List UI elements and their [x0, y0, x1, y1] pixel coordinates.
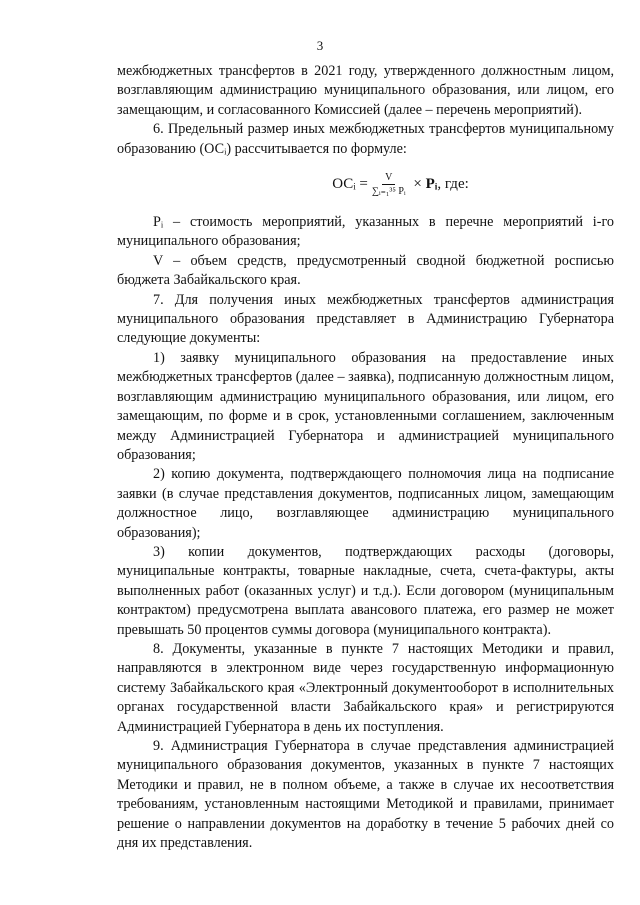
paragraph-7-item-1: 1) заявку муниципального образования на предоставление иных межбюджетных трансфертов (далее – заявка), подписанную должностным лицом, возглавляющим администрацию муниципального образования, или лицом, его замещающим, по форме и в срок, установленными соглашением, заключенным между Администрацией Губернатора и администрацией муниципального образования; [117, 349, 614, 463]
document-body [117, 62, 614, 853]
formula [187, 163, 614, 207]
paragraph-7: 7. Для получения иных межбюджетных трансфертов администрация муниципального образования представляет в Администрацию Губернатора следующие документы: [117, 291, 614, 347]
paragraph-7-item-2: 2) копию документа, подтверждающего полномочия лица на подписание заявки (в случае представления документов, подписанных лицом, замещающим должностное лицо, возглавляющее администрацию муниципального образования); [117, 466, 614, 541]
paragraph-pi-definition: Pᵢ – стоимость мероприятий, указанных в перечне мероприятий i-го муниципального образования; [117, 214, 614, 250]
page-number: 3 [316, 38, 324, 53]
paragraph-7-item-3: 3) копии документов, подтверждающих расходы (договоры, муниципальные контракты, товарные накладные, счета, счета-фактуры, акты выполненных работ (оказанных услуг) и т.д.). Если договором (муниципальным контрактом) предусмотрена выплата авансового платежа, его размер не может превышать 50 процентов суммы договора (муниципального контракта). [117, 543, 614, 638]
paragraph-6: 6. Предельный размер иных межбюджетных трансфертов муниципальному образованию (ОСᵢ) рассчитывается по формуле: [117, 121, 614, 157]
formula-numerator: V [382, 173, 395, 185]
paragraph-continuation: межбюджетных трансфертов в 2021 году, утвержденного должностным лицом, возглавляющим администрацию муниципального образования, или лицом, его замещающим, и согласованного Комиссией (далее – перечень мероприятий). [117, 63, 614, 118]
paragraph-8: 8. Документы, указанные в пункте 7 настоящих Методики и правил, направляются в электронном виде через государственную информационную систему Забайкальского края «Электронный документооборот в исполнительных органах государственной власти Забайкальского края» и регистрируются Администрацией Губернатора в день их поступления. [117, 640, 614, 735]
formula-lhs: ОСᵢ = [332, 176, 368, 193]
formula-denominator: ∑ᵢ₌₁³⁵ Pᵢ [371, 186, 406, 198]
formula-fraction [372, 173, 406, 197]
paragraph-v-definition: V – объем средств, предусмотренный сводной бюджетной росписью бюджета Забайкальского края. [117, 252, 614, 289]
formula-times: × [409, 176, 426, 193]
formula-suffix: , где: [437, 176, 469, 193]
paragraph-9: 9. Администрация Губернатора в случае представления администрацией муниципального образования документов, указанных в пункте 7 настоящих Методики и правил, не в полном объеме, а также в случае их несоответствия требованиям, установленным настоящими Методикой и правилами, принимает решение о направлении документов на доработку в течение 5 рабочих дней со дня их представления. [117, 738, 614, 852]
formula-factor: Pᵢ [425, 176, 438, 193]
